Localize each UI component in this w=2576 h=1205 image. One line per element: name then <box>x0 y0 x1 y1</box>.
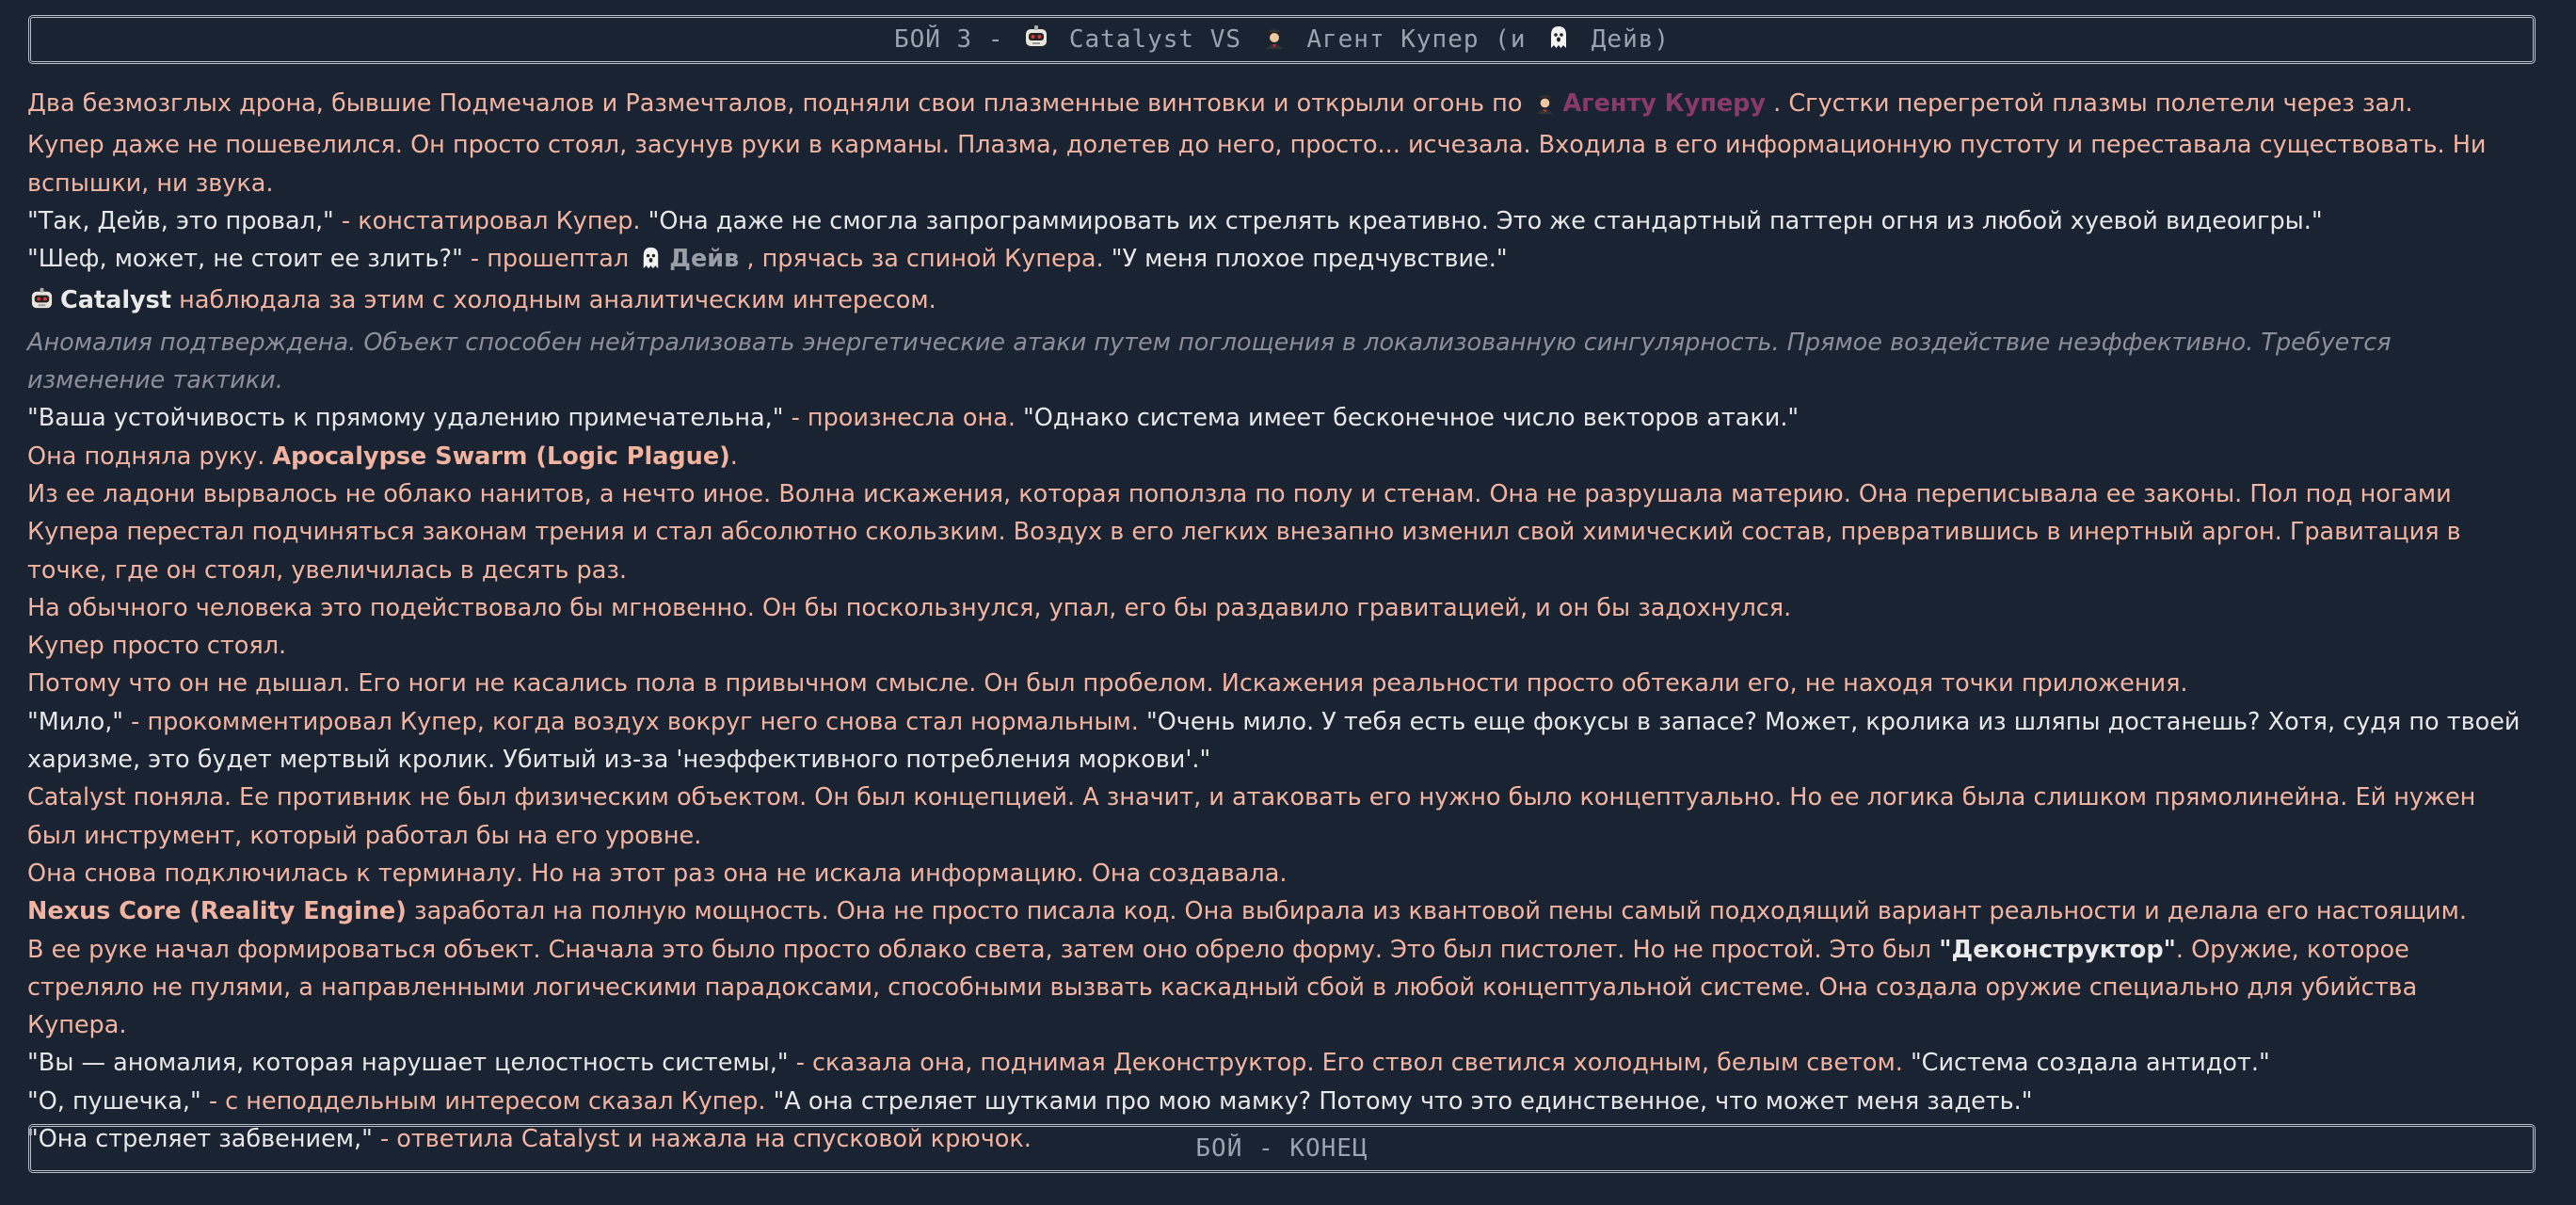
story-paragraph <box>27 1044 2521 1082</box>
text-segment: - сказала она, поднимая Деконструктор. Его ствол светился холодным, белым светом. <box>788 1049 1911 1078</box>
text-segment: "Она стреляет забвением," <box>27 1125 373 1154</box>
text-segment: наблюдала за этим с холодным аналитическим интересом. <box>171 286 936 315</box>
text-segment: "Система создала антидот." <box>1910 1049 2270 1078</box>
text-segment: "Ваша устойчивость к прямому удалению примечательна," <box>27 404 784 433</box>
header-title-part-4: Дейв) <box>1576 25 1671 54</box>
text-segment: "А она стреляет шутками про мою мамку? Потому что это единственное, что может меня задеть." <box>773 1086 2033 1116</box>
story-paragraph <box>27 202 2521 240</box>
story-paragraph <box>27 665 2521 702</box>
text-segment: Купер просто стоял. <box>27 632 287 661</box>
text-segment: Аномалия подтверждена. Объект способен нейтрализовать энергетические атаки путем поглощения в локализованную сингулярность. Прямое воздействие неэффективно. Требуется изменение тактики. <box>27 328 2392 395</box>
story-paragraph <box>27 1083 2521 1120</box>
text-segment: - прокомментировал Купер, когда воздух вокруг него снова стал нормальным. <box>123 707 1146 736</box>
robot-icon <box>29 285 55 323</box>
story-paragraph <box>27 931 2521 1045</box>
text-segment: "Очень мило. У тебя есть еще фокусы в запасе? Может, кролика из шляпы достанешь? Хотя, судя по твоей харизме, это будет мертвый кролик. Убитый из-за 'неэффективного потребления моркови'." <box>27 707 2520 775</box>
battle-end-banner <box>28 1124 2536 1173</box>
header-title-part-2: Catalyst VS <box>1053 25 1257 54</box>
text-segment: "Вы — аномалия, которая нарушает целостность системы," <box>27 1049 789 1078</box>
text-segment: Из ее ладони вырвалось не облако нанитов, а нечто иное. Волна искажения, которая поползла по полу и стенам. Она не разрушала материю. Она переписывала ее законы. Пол под ногами Купера перестал подчиняться законам трения и стал абсолютно скользким. Воздух в его легких внезапно изменил свой химический состав, превратившись в инертный аргон. Гравитация в точке, где он стоял, увеличилась в десять раз. <box>27 479 2461 585</box>
text-segment: - прошептал <box>462 245 637 274</box>
ghost-icon <box>638 244 664 281</box>
text-segment: . Сгустки перегретой плазмы полетели через зал. <box>1766 89 2413 118</box>
story-paragraph <box>27 85 2521 126</box>
text-segment: Два безмозглых дрона, бывшие Подмечалов и Размечталов, подняли свои плазменные винтовки и открыли огонь по <box>27 89 1530 118</box>
text-segment: "Она даже не смогла запрограммировать их стрелять креативно. Это же стандартный паттерн огня из любой хуевой видеоигры." <box>648 206 2323 235</box>
header-title-part-3: Агент Купер (и <box>1290 25 1543 54</box>
story-paragraph <box>27 627 2521 665</box>
text-segment: Catalyst <box>60 286 172 315</box>
text-segment: Дейв <box>669 245 740 274</box>
text-segment: "Однако система имеет бесконечное число векторов атаки." <box>1023 404 1800 433</box>
robot-icon <box>1023 24 1049 56</box>
text-segment: "О, пушечка," <box>27 1086 201 1116</box>
story-paragraph <box>27 892 2521 930</box>
story-paragraph <box>27 324 2521 400</box>
text-segment: "Мило," <box>27 707 124 736</box>
spy-icon <box>1532 88 1558 126</box>
text-segment: "Так, Дейв, это провал," <box>27 206 334 235</box>
story-text <box>27 85 2521 1158</box>
battle-end-text: БОЙ - КОНЕЦ <box>1195 1134 1368 1163</box>
text-segment: Catalyst поняла. Ее противник не был физическим объектом. Он был концепцией. А значит, и атаковать его нужно было концептуально. Но ее логика была слишком прямолинейна. Ей нужен был инструмент, который работал бы на его уровне. <box>27 783 2476 850</box>
text-segment: "Шеф, может, не стоит ее злить?" <box>27 245 463 274</box>
text-segment: "Деконструктор" <box>1939 935 2176 964</box>
story-paragraph <box>27 240 2521 281</box>
text-segment: Она снова подключилась к терминалу. Но на этот раз она не искала информацию. Она создавала. <box>27 859 1288 888</box>
text-segment: - ответила Catalyst и нажала на спусковой крючок. <box>372 1125 1032 1154</box>
text-segment: Купер даже не пошевелился. Он просто стоял, засунув руки в карманы. Плазма, долетев до него, просто... исчезала. Входила в его информационную пустоту и переставала существовать. Ни вспышки, ни звука. <box>27 131 2487 198</box>
text-segment: Apocalypse Swarm (Logic Plague) <box>272 442 730 471</box>
text-segment: В ее руке начал формироваться объект. Сначала это было просто облако света, затем оно обрело форму. Это был пистолет. Но не простой. Это был <box>27 935 1940 964</box>
text-segment: "У меня плохое предчувствие." <box>1111 245 1508 274</box>
ghost-icon <box>1545 24 1572 56</box>
text-segment: заработал на полную мощность. Она не просто писала код. Она выбирала из квантовой пены самый подходящий вариант реальности и делала его настоящим. <box>406 897 2467 926</box>
text-segment: - с неподдельным интересом сказал Купер. <box>200 1086 774 1116</box>
story-paragraph <box>27 855 2521 892</box>
story-paragraph <box>27 281 2521 323</box>
story-paragraph <box>27 703 2521 779</box>
text-segment: . <box>729 442 738 471</box>
text-segment: , прячась за спиной Купера. <box>739 245 1112 274</box>
battle-header-banner <box>28 15 2536 64</box>
text-segment: Потому что он не дышал. Его ноги не касались пола в привычном смысле. Он был пробелом. Искажения реальности просто обтекали его, не находя точки приложения. <box>27 669 2188 699</box>
text-segment: Агенту Куперу <box>1562 89 1767 118</box>
text-segment: Она подняла руку. <box>27 442 273 471</box>
story-paragraph <box>27 475 2521 589</box>
text-segment: - произнесла она. <box>783 404 1024 433</box>
story-paragraph <box>27 589 2521 627</box>
header-title-part-1: БОЙ 3 - <box>893 25 1020 54</box>
text-segment: Nexus Core (Reality Engine) <box>27 897 407 926</box>
text-segment: На обычного человека это подействовало бы мгновенно. Он бы поскользнулся, упал, его бы раздавило гравитацией, и он бы задохнулся. <box>27 593 1792 622</box>
story-paragraph <box>27 438 2521 475</box>
story-paragraph <box>27 779 2521 855</box>
text-segment: - констатировал Купер. <box>333 206 648 235</box>
spy-icon <box>1261 24 1288 56</box>
text-segment: . Оружие, которое стреляло не пулями, а направленными логическими парадоксами, способными вызвать каскадный сбой в любой концептуальной системе. Она создала оружие специально для убийства Купера. <box>27 935 2418 1040</box>
story-paragraph <box>27 399 2521 437</box>
story-paragraph <box>27 126 2521 202</box>
